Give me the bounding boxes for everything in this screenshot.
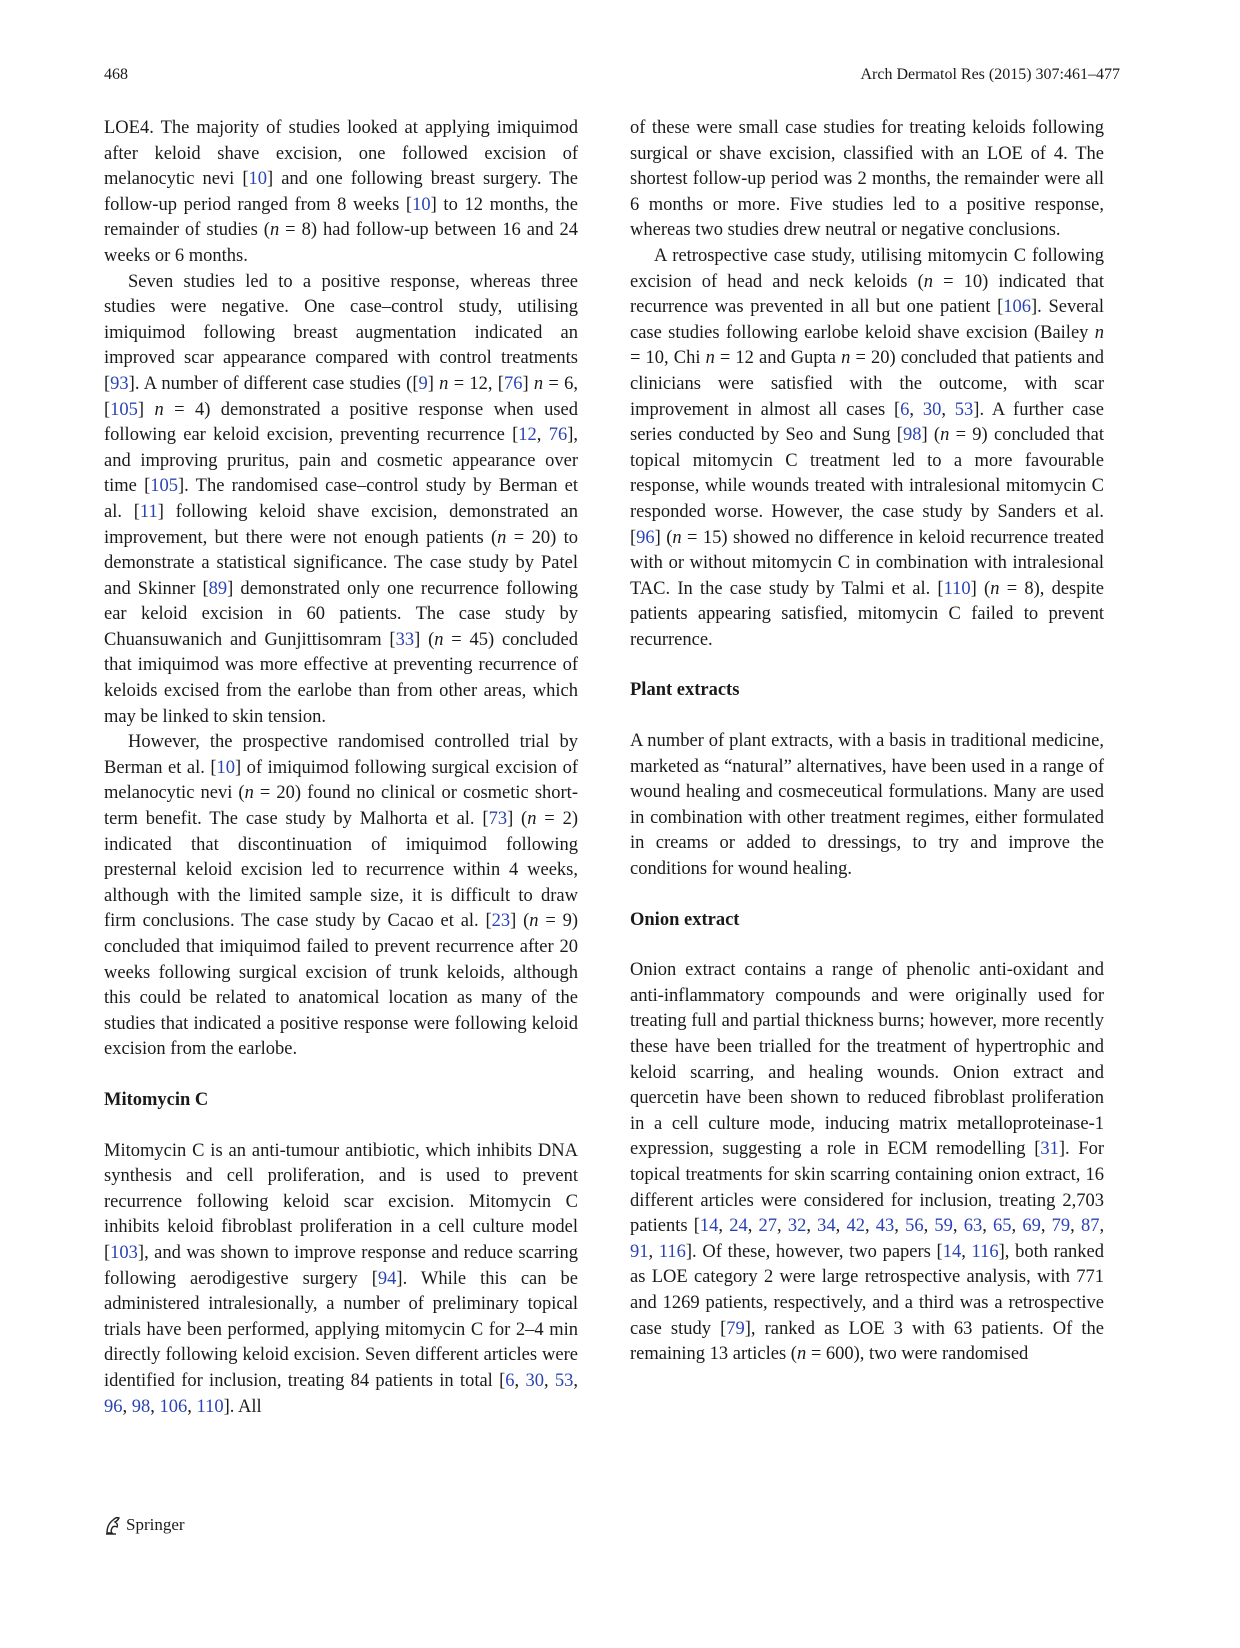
citation-link[interactable]: 87 bbox=[1080, 1216, 1100, 1237]
section-heading-mitomycin: Mitomycin C bbox=[104, 1089, 209, 1110]
citation-link[interactable]: 110 bbox=[196, 1396, 224, 1417]
left-column bbox=[104, 116, 578, 1420]
citation-link[interactable]: 98 bbox=[131, 1396, 151, 1417]
citation-link[interactable]: 116 bbox=[658, 1241, 686, 1262]
citation-link[interactable]: 106 bbox=[159, 1396, 188, 1417]
citation-link[interactable]: 6 bbox=[900, 399, 910, 420]
citation-link[interactable]: 96 bbox=[104, 1396, 123, 1417]
journal-citation: Arch Dermatol Res (2015) 307:461–477 bbox=[860, 66, 1120, 83]
citation-link[interactable]: 63 bbox=[963, 1216, 983, 1237]
springer-horse-icon bbox=[104, 1515, 122, 1535]
page-number: 468 bbox=[104, 66, 128, 83]
citation-link[interactable]: 14 bbox=[699, 1216, 719, 1237]
right-column bbox=[630, 116, 1104, 1368]
citation-link[interactable]: 53 bbox=[954, 399, 974, 420]
citation-link[interactable]: 105 bbox=[110, 399, 138, 420]
citation-link[interactable]: 116 bbox=[971, 1241, 999, 1262]
citation-link[interactable]: 65 bbox=[993, 1216, 1012, 1237]
citation-link[interactable]: 94 bbox=[377, 1268, 397, 1289]
paragraph: Mitomycin C is an anti-tumour antibiotic, which inhibits DNA synthesis and cell proliferation, and is used to prevent recurrence following keloid scar excision. Mitomycin C inhibits keloid fibroblast proliferation in a cell culture model [103], and was shown to improve response and reduce scarring following aerodigestive surgery [94]. While this can be administered intralesionally, a number of preliminary topical trials have been performed, applying mitomycin C for 2–4 min directly following keloid excision. Seven different articles were identified for inclusion, treating 84 patients in total [6, 30, 53, 96, 98, 106, 110]. All bbox=[104, 1140, 578, 1417]
citation-link[interactable]: 11 bbox=[139, 501, 158, 522]
citation-link[interactable]: 10 bbox=[248, 169, 268, 190]
citation-link[interactable]: 42 bbox=[846, 1216, 865, 1237]
citation-link[interactable]: 76 bbox=[548, 425, 568, 446]
citation-link[interactable]: 98 bbox=[902, 425, 922, 446]
citation-link[interactable]: 103 bbox=[110, 1242, 138, 1263]
citation-link[interactable]: 33 bbox=[395, 629, 415, 650]
citation-link[interactable]: 9 bbox=[418, 373, 428, 394]
paragraph: A retrospective case study, utilising mitomycin C following excision of head and neck keloids (n = 10) indicated that recurrence was prevented in all but one patient [106]. Several case studies following earlobe keloid shave excision (Bailey n = 10, Chi n = 12 and Gupta n = 20) concluded that patients and clinicians were satisfied with the outcome, with scar improvement in almost all cases [6, 30, 53]. A further case series conducted by Seo and Sung [98] (n = 9) concluded that topical mitomycin C treatment led to a more favourable response, while wounds treated with intralesional mitomycin C responded worse. However, the case study by Sanders et al. [96] (n = 15) showed no difference in keloid recurrence treated with or without mitomycin C in combination with intralesional TAC. In the case study by Talmi et al. [110] (n = 8), despite patients appearing satisfied, mitomycin C failed to prevent recurrence. bbox=[630, 245, 1105, 650]
citation-link[interactable]: 105 bbox=[150, 476, 179, 497]
citation-link[interactable]: 14 bbox=[942, 1241, 962, 1262]
citation-link[interactable]: 79 bbox=[1051, 1216, 1071, 1237]
publisher-name: Springer bbox=[126, 1515, 185, 1534]
running-header bbox=[104, 64, 1120, 86]
citation-link[interactable]: 10 bbox=[412, 194, 431, 215]
citation-link[interactable]: 73 bbox=[488, 809, 508, 830]
section-heading-plant-extracts: Plant extracts bbox=[630, 680, 740, 701]
citation-link[interactable]: 32 bbox=[787, 1216, 807, 1237]
citation-link[interactable]: 106 bbox=[1003, 297, 1032, 318]
citation-link[interactable]: 34 bbox=[817, 1216, 836, 1237]
paragraph: However, the prospective randomised controlled trial by Berman et al. [10] of imiquimod following surgical excision of melanocytic nevi (n = 20) found no clinical or cosmetic short-term benefit. The case study by Malhorta et al. [73] (n = 2) indicated that discontinuation of imiquimod following presternal keloid excision led to recurrence within 4 weeks, although with the limited sample size, it is difficult to draw firm conclusions. The case study by Cacao et al. [23] (n = 9) concluded that imiquimod failed to prevent recurrence after 20 weeks following surgical excision of trunk keloids, although this could be related to anatomical location as many of the studies that indicated a positive response were following keloid excision from the earlobe. bbox=[104, 732, 579, 1060]
citation-link[interactable]: 53 bbox=[554, 1370, 574, 1391]
citation-link[interactable]: 27 bbox=[758, 1216, 778, 1237]
citation-link[interactable]: 56 bbox=[905, 1216, 924, 1237]
citation-link[interactable]: 69 bbox=[1022, 1216, 1041, 1237]
paragraph: LOE4. The majority of studies looked at applying imiquimod after keloid shave excision, one followed excision of melanocytic nevi [10] and one following breast surgery. The follow-up period ranged from 8 weeks [10] to 12 months, the remainder of studies (n = 8) had follow-up between 16 and 24 weeks or 6 months. bbox=[104, 118, 578, 266]
citation-link[interactable]: 76 bbox=[503, 373, 523, 394]
citation-link[interactable]: 23 bbox=[491, 911, 511, 932]
paragraph: Onion extract contains a range of phenolic anti-oxidant and anti-inflammatory compounds and were originally used for treating full and partial thickness burns; however, more recently these have been trialled for the treatment of hypertrophic and keloid scarring, and healing wounds. Onion extract and quercetin have been shown to reduced fibroblast proliferation in a cell culture mode, inducing matrix metalloproteinase-1 expression, suggesting a role in ECM remodelling [31]. For topical treatments for skin scarring containing onion extract, 16 different articles were considered for inclusion, treating 2,703 patients [14, 24, 27, 32, 34, 42, 43, 56, 59, 63, 65, 69, 79, 87, 91, 116]. Of these, however, two papers [14, 116], both ranked as LOE category 2 were large retrospective analysis, with 771 and 1269 patients, respectively, and a third was a retrospective case study [79], ranked as LOE 3 with 63 patients. Of the remaining 13 articles (n = 600), two were randomised bbox=[630, 960, 1105, 1365]
citation-link[interactable]: 93 bbox=[110, 373, 129, 394]
citation-link[interactable]: 24 bbox=[729, 1216, 748, 1237]
citation-link[interactable]: 110 bbox=[943, 578, 971, 599]
citation-link[interactable]: 96 bbox=[636, 527, 655, 548]
section-heading-onion-extract: Onion extract bbox=[630, 909, 740, 930]
citation-link[interactable]: 31 bbox=[1040, 1139, 1059, 1160]
page-footer bbox=[104, 1512, 185, 1538]
citation-link[interactable]: 12 bbox=[518, 425, 537, 446]
paragraph: of these were small case studies for treating keloids following surgical or shave excision, classified with an LOE of 4. The shortest follow-up period was 2 months, the remainder were all 6 months or more. Five studies led to a positive response, whereas two studies drew neutral or negative conclusions. bbox=[630, 118, 1104, 241]
citation-link[interactable]: 30 bbox=[922, 399, 942, 420]
citation-link[interactable]: 43 bbox=[875, 1216, 895, 1237]
paragraph: Seven studies led to a positive response, whereas three studies were negative. One case–control study, utilising imiquimod following breast augmentation indicated an improved scar appearance compared with control treatments [93]. A number of different case studies ([9] n = 12, [76] n = 6, [105] n = 4) demonstrated a positive response when used following ear keloid excision, preventing recurrence [12, 76], and improving pruritus, pain and cosmetic appearance over time [105]. The randomised case–control study by Berman et al. [11] following keloid shave excision, demonstrated an improvement, but there were not enough patients (n = 20) to demonstrate a statistical significance. The case study by Patel and Skinner [89] demonstrated only one recurrence following ear keloid excision in 60 patients. The case study by Chuansuwanich and Gunjittisomram [33] (n = 45) concluded that imiquimod was more effective at preventing recurrence of keloids excised from the earlobe than from other areas, which may be linked to skin tension. bbox=[104, 271, 579, 727]
paragraph: A number of plant extracts, with a basis in traditional medicine, marketed as “natural” alternatives, have been used in a range of wound healing and cosmeceutical formulations. Many are used in combination with other treatment regimes, either formulated in creams or added to dressings, to try and improve the conditions for wound healing. bbox=[630, 731, 1104, 880]
citation-link[interactable]: 91 bbox=[630, 1241, 649, 1262]
citation-link[interactable]: 79 bbox=[726, 1318, 745, 1339]
citation-link[interactable]: 59 bbox=[934, 1216, 953, 1237]
citation-link[interactable]: 30 bbox=[525, 1370, 544, 1391]
citation-link[interactable]: 10 bbox=[216, 757, 236, 778]
citation-link[interactable]: 6 bbox=[505, 1370, 515, 1391]
citation-link[interactable]: 89 bbox=[208, 578, 228, 599]
